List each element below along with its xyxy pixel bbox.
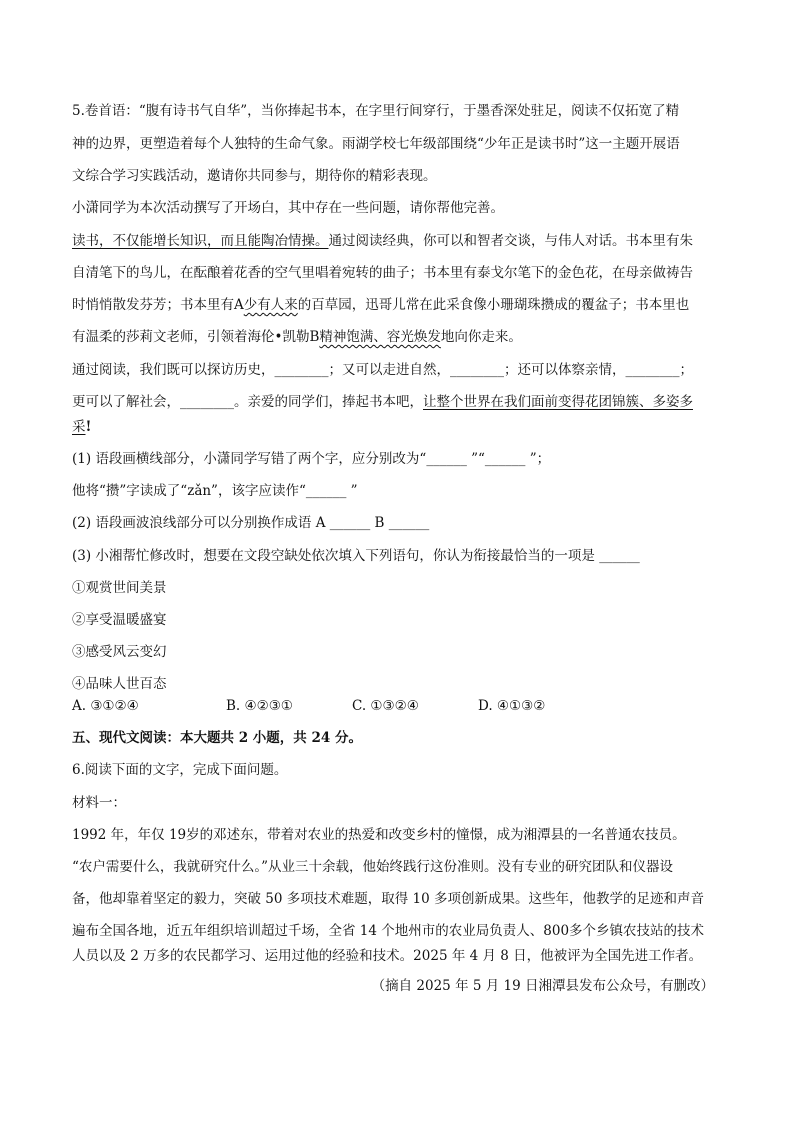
material-line-4: 遍布全国各地，近五年组织培训超过千场，全省 14 个地州市的农业局负责人、800多个乡镇农技站的技术 (72, 923, 705, 939)
q5-intro-line-2: 神的边界，更塑造着每个人独特的生命气象。雨湖学校七年级部围绕“少年正是读书时”这一主题开展语 (72, 136, 680, 152)
q5-paragraph-line-2: 自清笔下的鸟儿，在酝酿着花香的空气里唱着宛转的曲子；书本里有泰戈尔笔下的金色花，在母亲做祷告 (72, 265, 693, 281)
material-line-2: “农户需要什么，我就研究什么。”从业三十余载，他始终践行这份准则。没有专业的研究团队和仪器设 (72, 859, 674, 875)
paragraph-text: 地向你走来。 (440, 329, 522, 345)
material-line-3: 备，他却靠着坚定的毅力，突破 50 多项技术难题，取得 10 多项创新成果。这些年，他教学的足迹和声音 (72, 891, 705, 907)
section-heading: 五、现代文阅读：本大题共 2 小题，共 24 分。 (72, 730, 362, 746)
q5-intro-line-4: 小潇同学为本次活动撰写了开场白，其中存在一些问题，请你帮他完善。 (72, 200, 504, 216)
exclamation: ! (85, 419, 92, 435)
underlined-sentence: 读书，不仅能增长知识，而且能陶冶情操。 (72, 233, 329, 249)
subquestion-1: (1) 语段画横线部分，小潇同学写错了两个字，应分别改为“______ ”“______ ”； (72, 451, 551, 467)
marker-b: B (309, 329, 320, 345)
source-citation: （摘自 2025 年 5 月 19 日湘潭县发布公众号，有删改） (371, 978, 714, 994)
q5-paragraph-line-1 (72, 232, 693, 250)
q5-intro-line-1: 5.卷首语：“腹有诗书气自华”，当你捧起书本，在字里行间穿行，于墨香深处驻足，阅读不仅拓宽了精 (72, 103, 680, 119)
option-a: A. ③①②④ (72, 698, 139, 714)
q5-paragraph-line-6 (72, 393, 693, 411)
paragraph-text: 通过阅读经典，你可以和智者交谈，与伟人对话。书本里有朱 (328, 233, 693, 249)
material-line-1: 1992 年，年仅 19岁的邓述东，带着对农业的热爱和改变乡村的憧憬，成为湘潭县的一名普通农技员。 (72, 827, 686, 843)
paragraph-text: 的百草园，迅哥儿常在此采食像小珊瑚珠攒成的覆盆子；书本里也 (297, 297, 690, 313)
material-label: 材料一： (72, 795, 126, 811)
underlined-sentence: 采 (72, 419, 86, 435)
paragraph-text: 时悄悄散发芬芳；书本里有 (72, 297, 234, 313)
wavy-phrase-a: 少有人来 (243, 297, 298, 313)
subquestion-2: (2) 语段画波浪线部分可以分别换作成语 A ______ B ______ (72, 515, 430, 531)
sentence-item-2: ②享受温暖盛宴 (72, 612, 167, 628)
q5-paragraph-line-3 (72, 296, 689, 314)
paragraph-text: 有温柔的莎莉文老师，引领着海伦•凯勒 (72, 329, 310, 345)
sentence-item-4: ④品味人世百态 (72, 676, 167, 692)
material-line-5: 人员以及 2 万多的农民都学习、运用过他的经验和技术。2025 年 4 月 8 日，他被评为全国先进工作者。 (72, 948, 703, 964)
option-d: D. ④①③② (478, 698, 546, 714)
q5-paragraph-line-7 (72, 418, 91, 436)
q5-paragraph-line-4 (72, 328, 522, 346)
q6-prompt: 6.阅读下面的文字，完成下面问题。 (72, 762, 288, 778)
underlined-sentence: 让整个世界在我们面前变得花团锦簇、多姿多 (423, 394, 693, 410)
option-c: C. ①③②④ (352, 698, 419, 714)
subquestion-3: (3) 小湘帮忙修改时，想要在文段空缺处依次填入下列语句，你认为衔接最恰当的一项是 ______ (72, 548, 640, 564)
subquestion-1-pinyin: 他将“攒”字读成了“zǎn”，该字应读作“______ ” (72, 483, 358, 499)
answer-options (72, 697, 722, 715)
q5-intro-line-3: 文综合学习实践活动，邀请你共同参与，期待你的精彩表现。 (72, 168, 437, 184)
q5-paragraph-line-5: 通过阅读，我们既可以探访历史，________；又可以走进自然，________；还可以体察亲情，________； (72, 362, 693, 378)
sentence-item-1: ①观赏世间美景 (72, 580, 167, 596)
wavy-phrase-b: 精神饱满、容光焕发 (319, 329, 441, 345)
paragraph-text: 更可以了解社会，________。亲爱的同学们，捧起书本吧， (72, 394, 423, 410)
option-b: B. ④②③① (226, 698, 293, 714)
sentence-item-3: ③感受风云变幻 (72, 644, 167, 660)
marker-a: A (234, 297, 244, 313)
